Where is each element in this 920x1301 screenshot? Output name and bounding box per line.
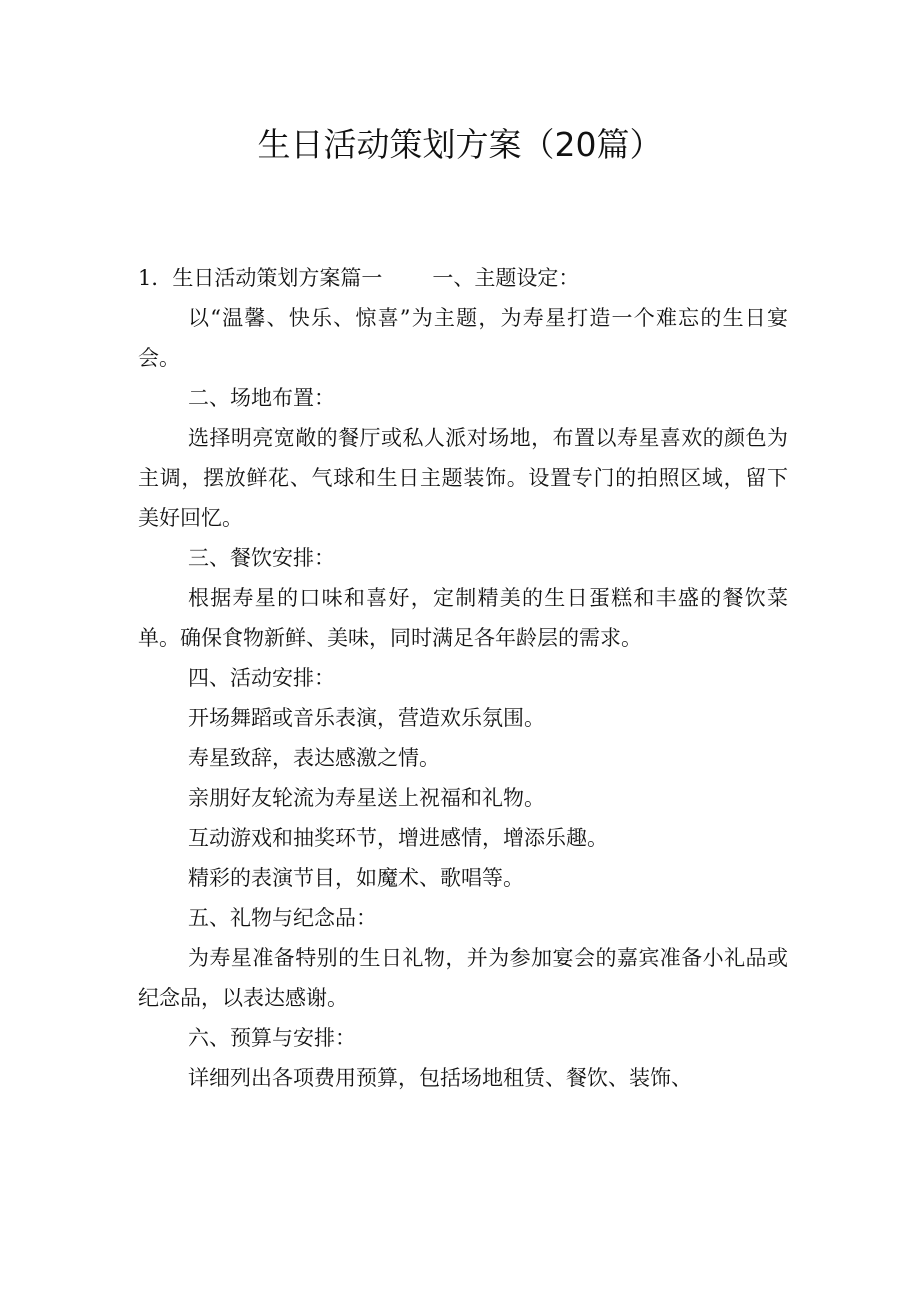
paragraph-heading: 四、活动安排： — [188, 666, 335, 690]
paragraph: 以“温馨、快乐、惊喜”为主题，为寿星打造一个难忘的生日宴会。 — [138, 306, 788, 370]
list-item: 寿星致辞，表达感激之情。 — [188, 746, 440, 770]
section-heading: 1．生日活动策划方案篇一 — [138, 266, 383, 290]
paragraph: 为寿星准备特别的生日礼物，并为参加宴会的嘉宾准备小礼品或纪念品，以表达感谢。 — [138, 946, 788, 1010]
list-item: 互动游戏和抽奖环节，增进感情，增添乐趣。 — [188, 826, 608, 850]
paragraph: 详细列出各项费用预算，包括场地租赁、餐饮、装饰、 — [188, 1066, 692, 1090]
paragraph-heading: 五、礼物与纪念品： — [188, 906, 377, 930]
section-heading-line — [138, 258, 788, 298]
paragraph-heading: 二、场地布置： — [188, 386, 335, 410]
paragraph: 选择明亮宽敞的餐厅或私人派对场地，布置以寿星喜欢的颜色为主调，摆放鲜花、气球和生日主题装饰。设置专门的拍照区域，留下美好回忆。 — [138, 426, 788, 530]
document-title: 生日活动策划方案（20篇） — [257, 125, 663, 164]
paragraph-heading: 六、预算与安排： — [188, 1026, 356, 1050]
list-item: 精彩的表演节目，如魔术、歌唱等。 — [188, 866, 524, 890]
list-item: 亲朋好友轮流为寿星送上祝福和礼物。 — [188, 786, 545, 810]
sub-heading: 一、主题设定： — [432, 266, 580, 290]
document-body — [138, 258, 788, 1098]
paragraph: 根据寿星的口味和喜好，定制精美的生日蛋糕和丰盛的餐饮菜单。确保食物新鲜、美味，同时满足各年龄层的需求。 — [138, 586, 788, 650]
paragraph-heading: 三、餐饮安排： — [188, 546, 335, 570]
list-item: 开场舞蹈或音乐表演，营造欢乐氛围。 — [188, 706, 545, 730]
